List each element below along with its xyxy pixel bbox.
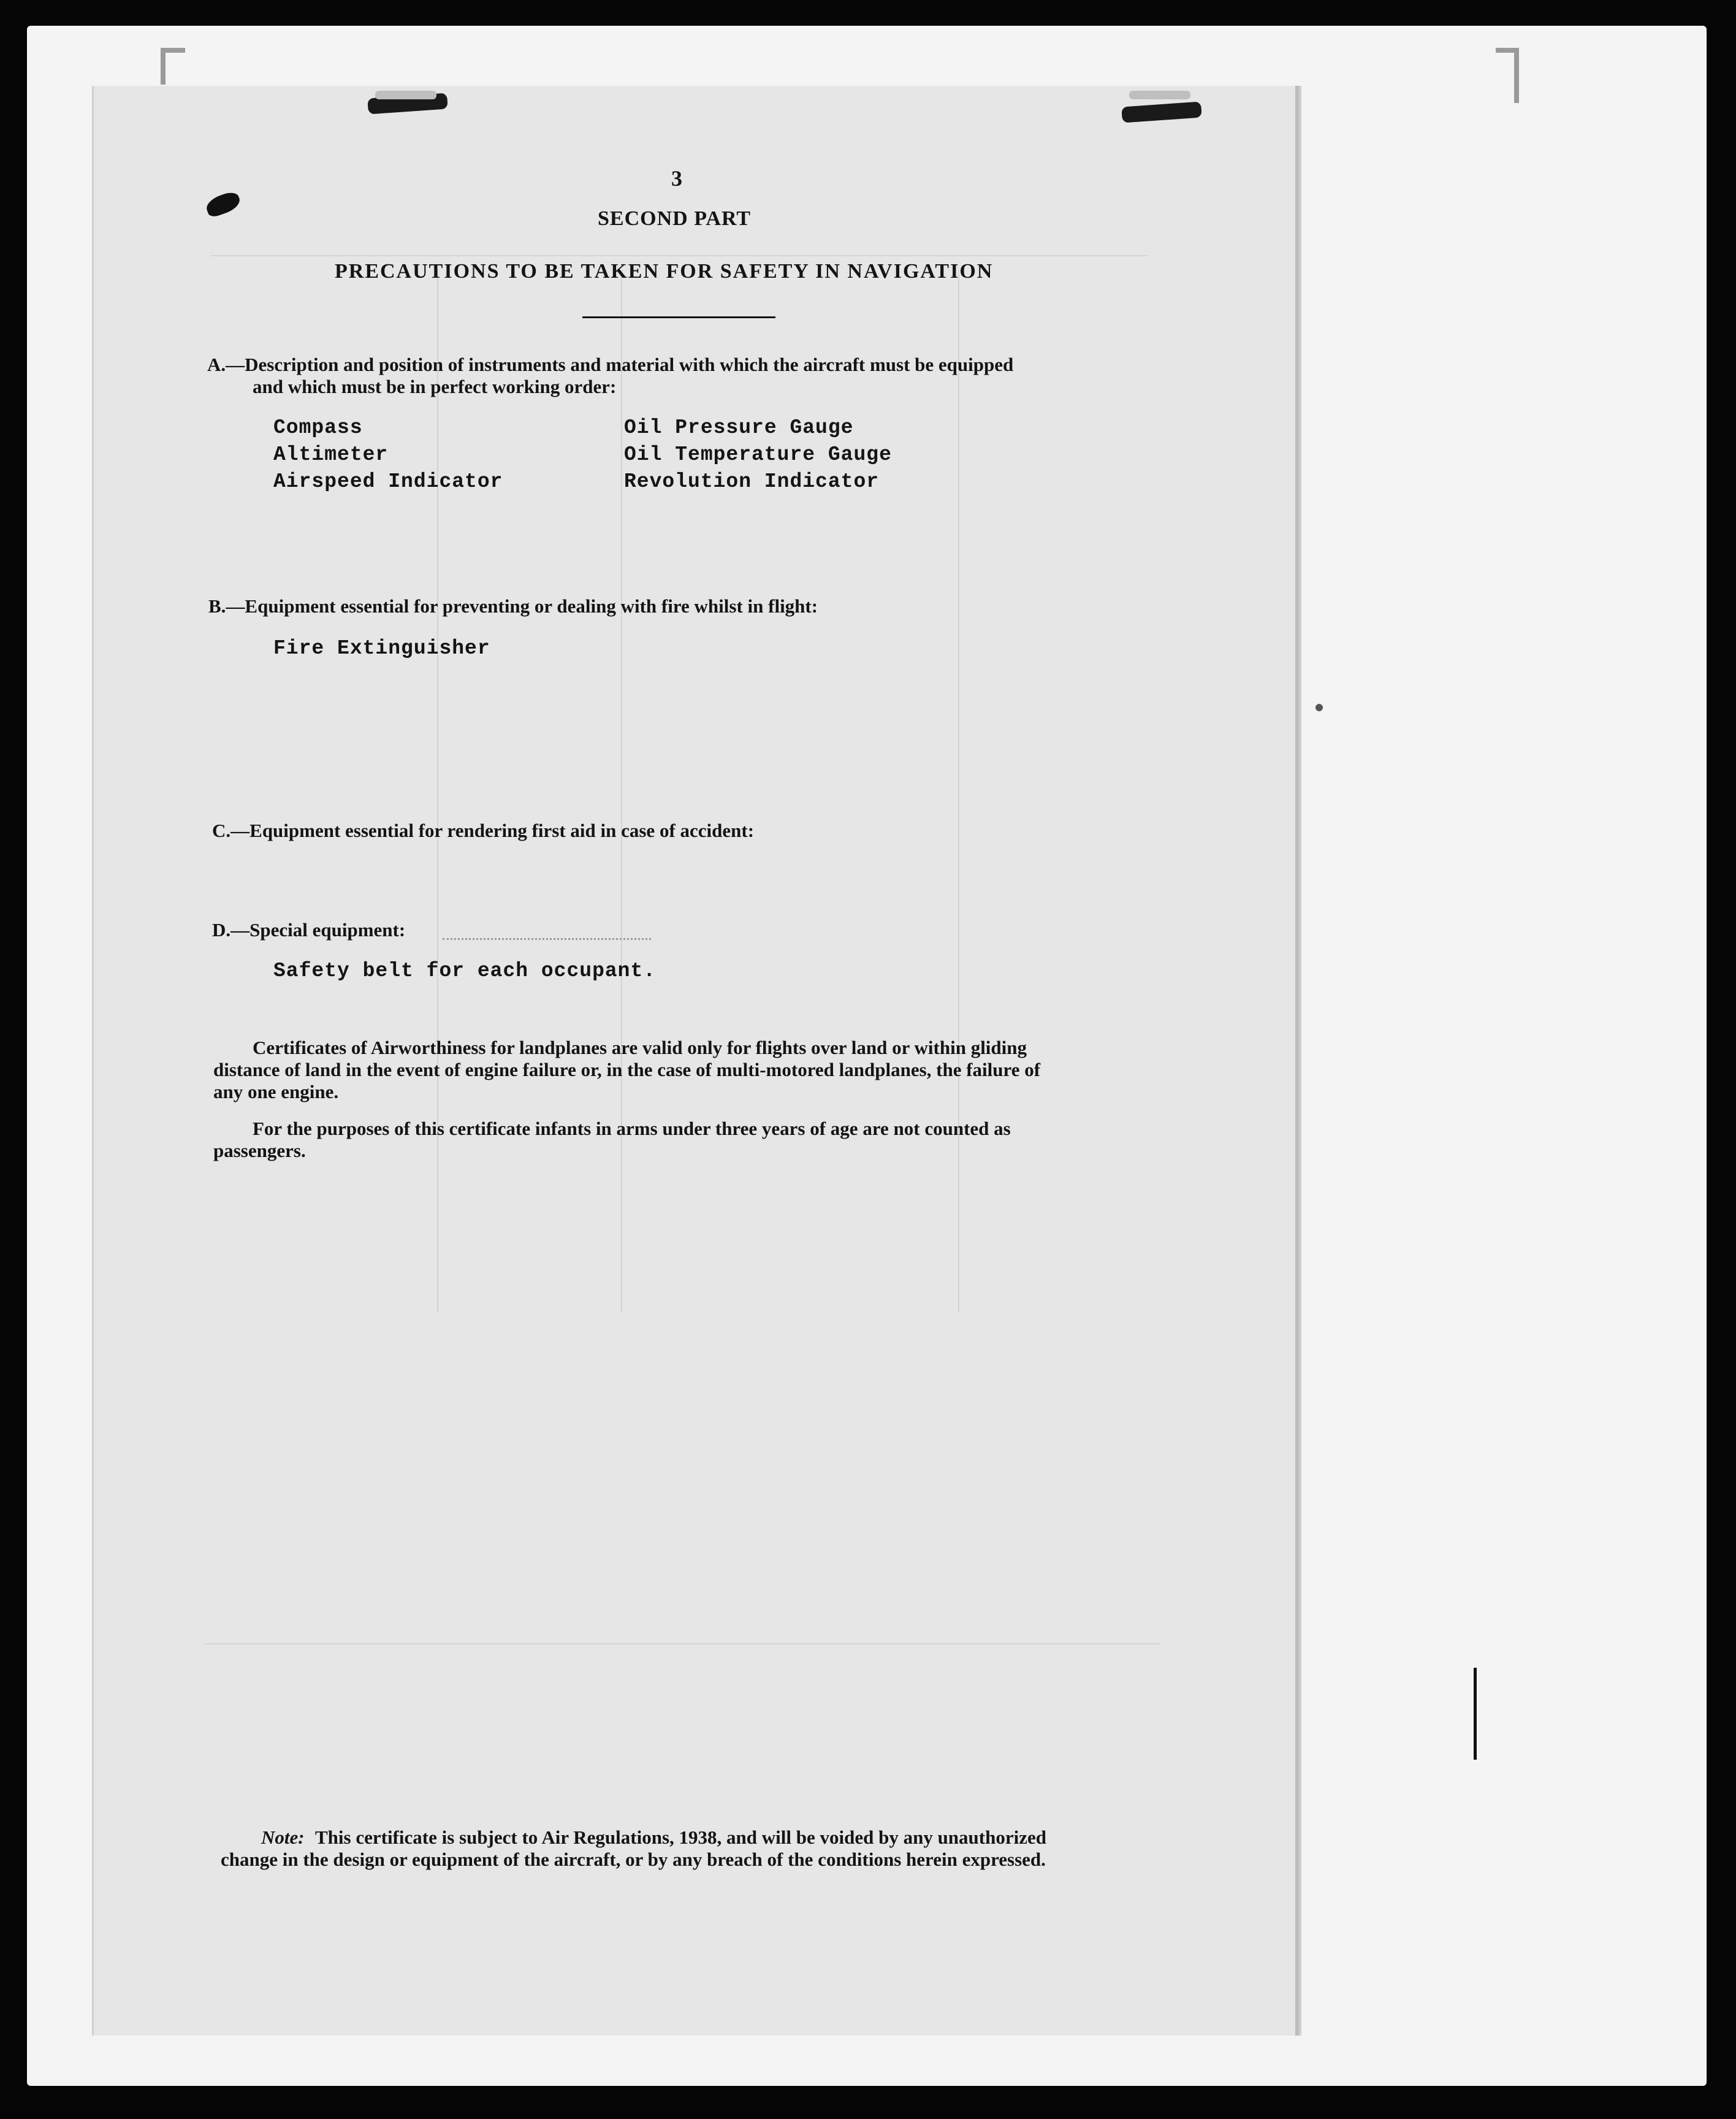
vertical-stroke-right <box>1474 1668 1477 1760</box>
ghost-column-line <box>958 270 959 1312</box>
note-line1: This certificate is subject to Air Regulations, 1938, and will be voided by any unauthorized <box>315 1827 1046 1848</box>
instrument-item-left: Airspeed Indicator <box>273 470 503 493</box>
instrument-item-right: Revolution Indicator <box>624 470 880 493</box>
section-c-heading: C.—Equipment essential for rendering first aid in case of accident: <box>212 820 755 841</box>
section-a-heading-line1: A.—Description and position of instruments and material with which the aircraft must be equipped <box>207 354 1014 375</box>
ghost-row-line <box>210 255 1148 256</box>
ghost-column-line <box>437 270 438 1312</box>
fire-equipment-item: Fire Extinguisher <box>273 637 490 660</box>
part-title: SECOND PART <box>598 207 752 230</box>
binder-clip-left-highlight <box>375 91 436 99</box>
airworthiness-paragraph-line3: any one engine. <box>213 1081 339 1102</box>
title-underline <box>582 316 775 318</box>
binder-clip-right-highlight <box>1129 91 1190 99</box>
airworthiness-paragraph-line1: Certificates of Airworthiness for landplanes are valid only for flights over land or within gliding <box>253 1037 1027 1058</box>
infants-paragraph-line2: passengers. <box>213 1140 306 1161</box>
infants-paragraph-line1: For the purposes of this certificate infants in arms under three years of age are not counted as <box>253 1118 1011 1139</box>
section-d-heading: D.—Special equipment: <box>212 919 406 941</box>
section-d-fill-line <box>443 938 651 940</box>
instrument-item-left: Compass <box>273 416 363 439</box>
instrument-item-left: Altimeter <box>273 443 389 466</box>
margin-speck <box>1315 704 1323 711</box>
crop-mark-top-left <box>161 48 166 85</box>
ghost-column-line <box>621 270 622 1312</box>
crop-mark-top-left-h <box>161 48 185 53</box>
section-a-heading-line2: and which must be in perfect working order: <box>253 376 617 397</box>
note-label: Note: <box>261 1827 305 1848</box>
note-line2: change in the design or equipment of the aircraft, or by any breach of the conditions herein expressed. <box>221 1849 1046 1870</box>
crop-mark-top-right <box>1514 48 1519 103</box>
page-number: 3 <box>671 166 682 191</box>
special-equipment-item: Safety belt for each occupant. <box>273 960 657 982</box>
instrument-item-right: Oil Pressure Gauge <box>624 416 854 439</box>
crop-mark-top-right-h <box>1496 48 1519 53</box>
section-b-heading: B.—Equipment essential for preventing or dealing with fire whilst in flight: <box>208 595 818 617</box>
ghost-row-line <box>204 1643 1160 1644</box>
instrument-item-right: Oil Temperature Gauge <box>624 443 892 466</box>
airworthiness-paragraph-line2: distance of land in the event of engine failure or, in the case of multi-motored landplanes, the failure of <box>213 1059 1041 1080</box>
page-title: PRECAUTIONS TO BE TAKEN FOR SAFETY IN NAVIGATION <box>335 260 994 283</box>
